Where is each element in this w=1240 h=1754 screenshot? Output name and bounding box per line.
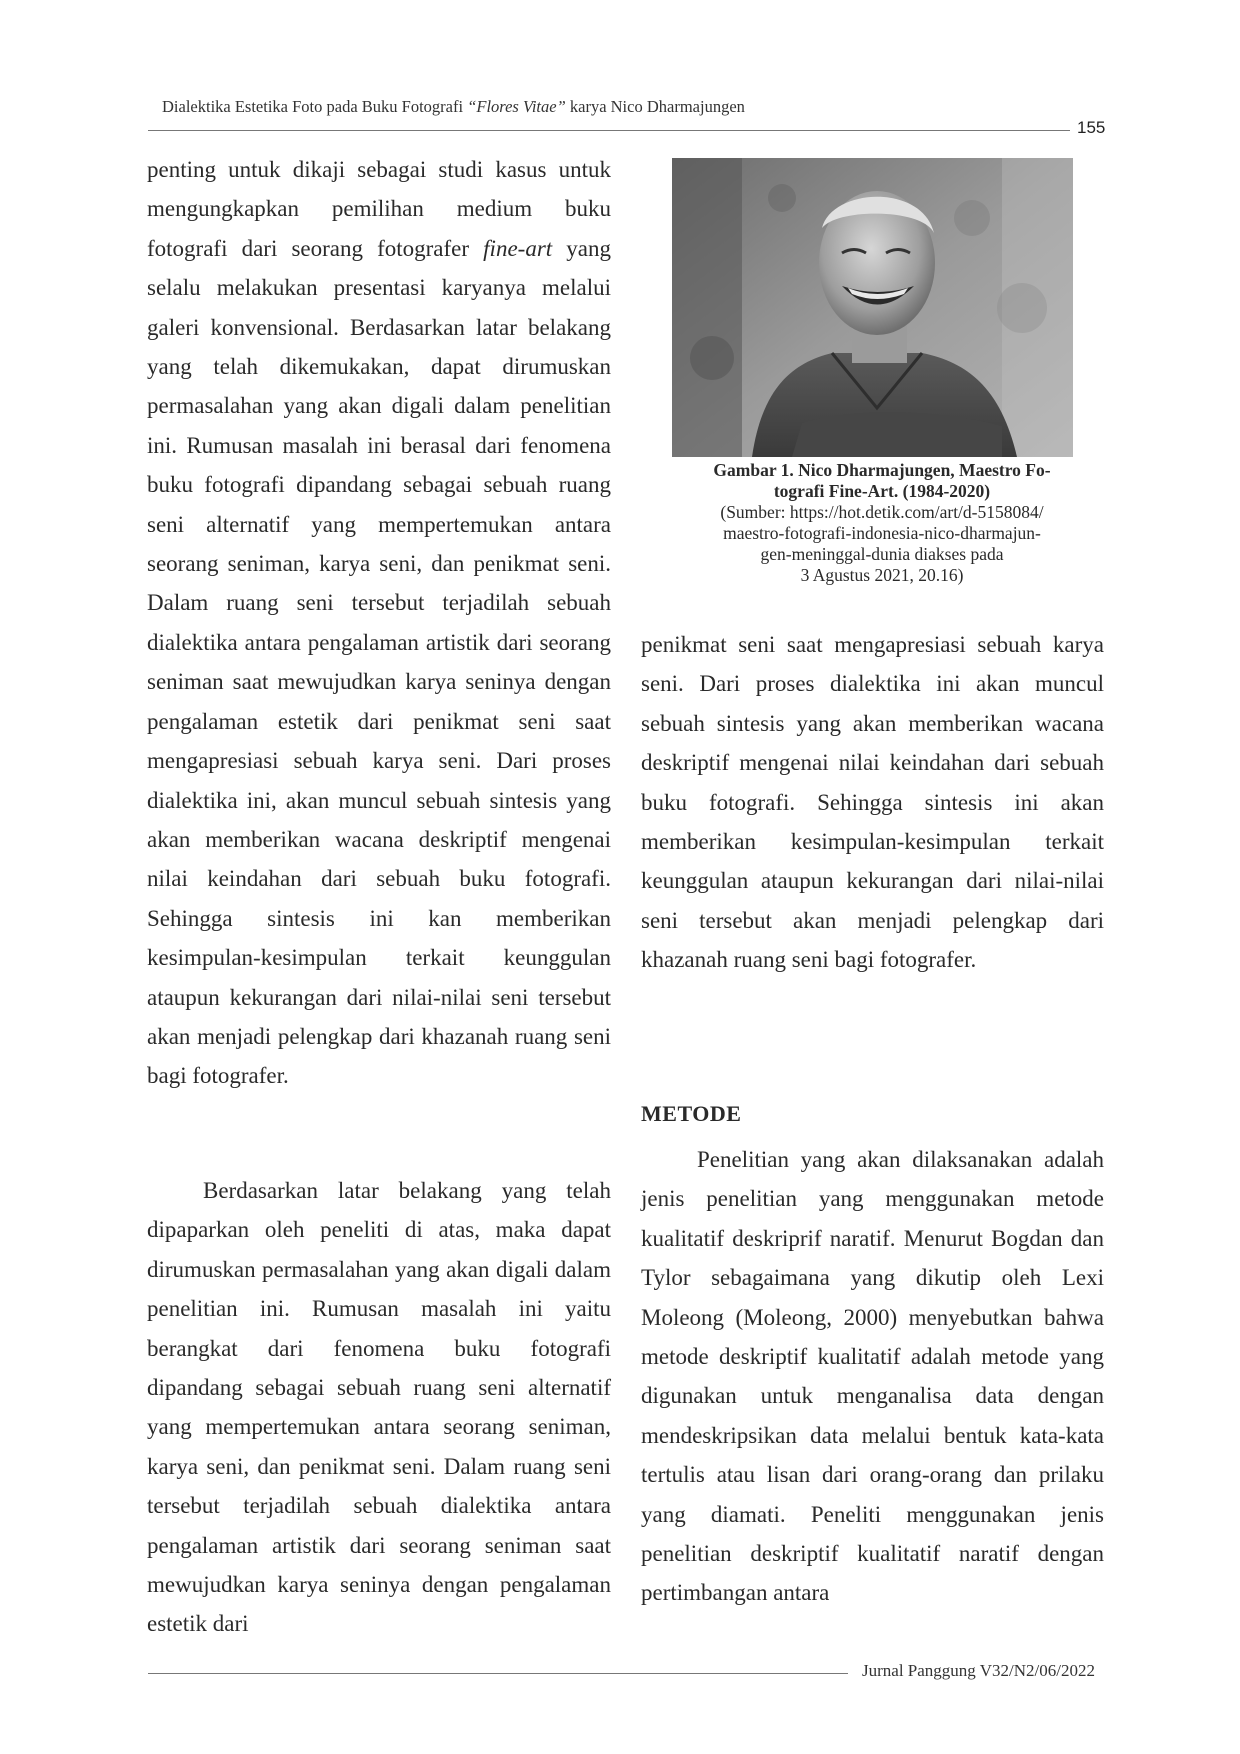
caption-source-line-4: 3 Agustus 2021, 20.16): [800, 565, 964, 585]
portrait-photo: [672, 158, 1073, 457]
header-title-italic: “Flores Vitae”: [467, 97, 566, 116]
caption-source-line-3: gen-meninggal-dunia diakses pada: [760, 544, 1004, 564]
right-paragraph-1: penikmat seni saat mengapresiasi sebuah karya seni. Dari proses dialektika ini akan muncul sebuah sintesis yang akan memberikan wacana deskriptif mengenai nilai keindahan dari sebuah buku fotografi. Sehingga sintesis ini akan memberikan kesimpulan-kesimpulan terkait keunggulan ataupun kekurangan dari nilai-nilai seni tersebut akan menjadi pelengkap dari khazanah ruang seni bagi fotografer.: [641, 632, 1104, 973]
right-paragraph-2: Penelitian yang akan dilaksanakan adalah jenis penelitian yang menggunakan metode kualitatif deskriprif naratif. Menurut Bogdan dan Tylor sebagaimana yang dikutip oleh Lexi Moleong (Moleong, 2000) menyebutkan bahwa metode deskriptif kualitatif adalah metode yang digunakan untuk menganalisa data dengan mendeskripsikan data melalui bentuk kata-kata tertulis atau lisan dari orang-orang dan prilaku yang diamati. Peneliti menggunakan jenis penelitian deskriptif kualitatif naratif dengan pertimbangan antara: [641, 1147, 1104, 1606]
caption-source-line-1: (Sumber: https://hot.detik.com/art/d-5158084/: [720, 502, 1044, 522]
header-rule: [148, 130, 1070, 131]
header-title-end: karya Nico Dharmajungen: [565, 97, 745, 116]
left-paragraph-2: Berdasarkan latar belakang yang telah dipaparkan oleh peneliti di atas, maka dapat dirumuskan permasalahan yang akan digali dalam penelitian ini. Rumusan masalah ini yaitu berangkat dari fenomena buku fotografi dipandang sebagai sebuah ruang seni alternatif yang mempertemukan antara seorang seniman, karya seni, dan penikmat seni. Dalam ruang seni tersebut terjadilah sebuah dialektika antara pengalaman artistik dari seorang seniman saat mewujudkan karya seninya dengan pengalaman estetik dari: [147, 1178, 611, 1637]
portrait-photo-illustration: [672, 158, 1073, 457]
footer-rule: [148, 1673, 848, 1674]
running-header: [162, 97, 1102, 117]
header-title-start: Dialektika Estetika Foto pada Buku Fotografi: [162, 97, 468, 116]
journal-footer: Jurnal Panggung V32/N2/06/2022: [862, 1661, 1095, 1680]
caption-title-line-1: Gambar 1. Nico Dharmajungen, Maestro Fo-: [713, 460, 1051, 480]
caption-title-line-2: tografi Fine-Art. (1984-2020): [773, 481, 991, 501]
left-paragraph-1: [147, 150, 611, 1096]
section-heading-metode: METODE: [641, 1101, 742, 1126]
page-number: 155: [1077, 118, 1106, 137]
left-p1-italic-term: fine-art: [483, 235, 553, 261]
caption-source-line-2: maestro-fotografi-indonesia-nico-dharmajun-: [723, 523, 1041, 543]
left-p1-text-b: yang selalu melakukan presentasi karyanya melalui galeri konvensional. Berdasarkan latar belakang yang telah dikemukakan, dapat dirumuskan permasalahan yang akan digali dalam penelitian ini. Rumusan masalah ini berasal dari fenomena buku fotografi dipandang sebagai sebuah ruang seni alternatif yang mempertemukan antara seorang seniman, karya seni, dan penikmat seni. Dalam ruang seni tersebut terjadilah sebuah dialektika antara pengalaman artistik dari seorang seniman saat mewujudkan karya seninya dengan pengalaman estetik dari penikmat seni saat mengapresiasi sebuah karya seni. Dari proses dialektika ini, akan muncul sebuah sintesis yang akan memberikan wacana deskriptif mengenai nilai keindahan dari sebuah buku fotografi. Sehingga sintesis ini kan memberikan kesimpulan-kesimpulan terkait keunggulan ataupun kekurangan dari nilai-nilai seni tersebut akan menjadi pelengkap dari khazanah ruang seni bagi fotografer.: [147, 235, 611, 1089]
left-p1-text-a: penting untuk dikaji sebagai studi kasus untuk mengungkapkan pemilihan medium buku fotografi dari seorang fotografer: [147, 157, 611, 261]
figure-caption: [672, 460, 1092, 586]
